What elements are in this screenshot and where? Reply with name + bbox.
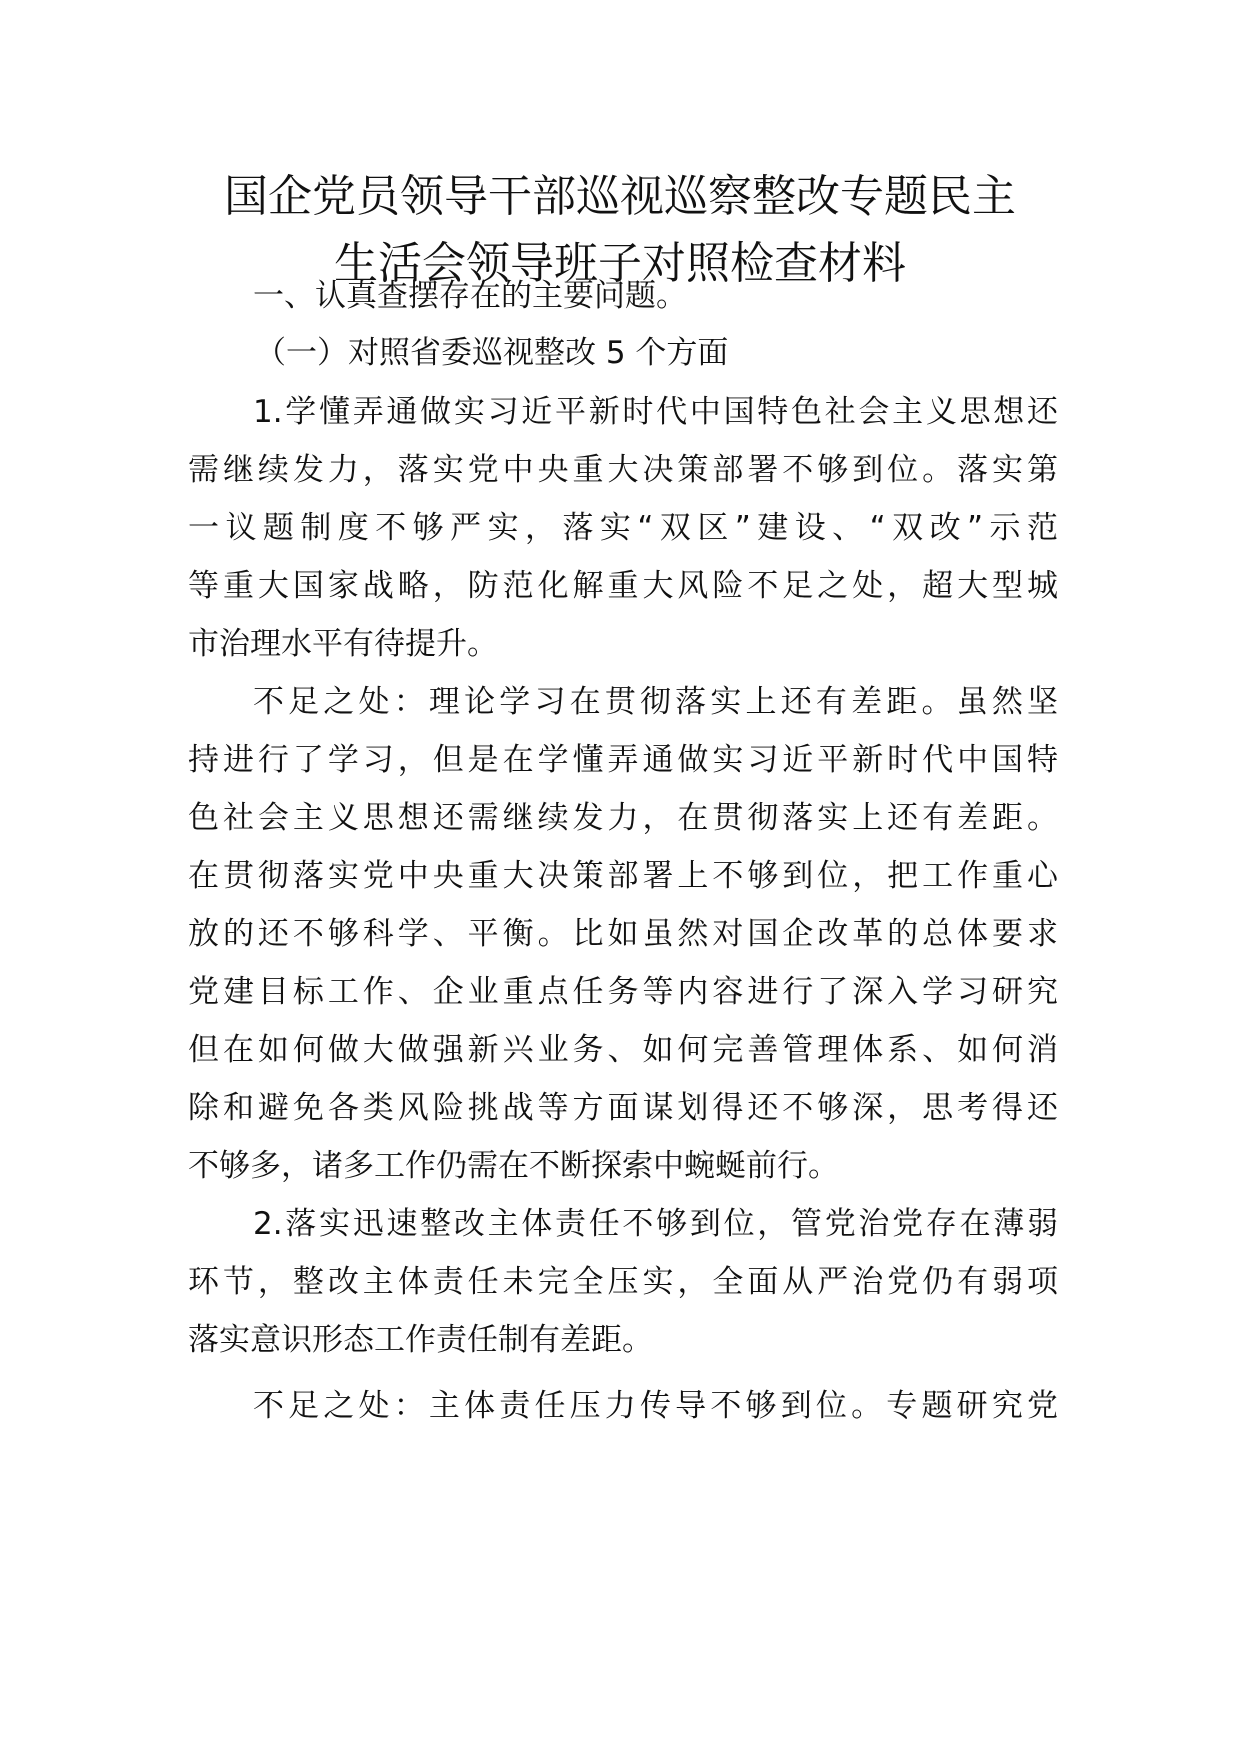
paragraph-2-line-1: 不足之处：理论学习在贯彻落实上还有差距。虽然坚: [253, 684, 1058, 720]
paragraph-2-line-2: 持进行了学习，但是在学懂弄通做实习近平新时代中国特: [188, 742, 1058, 778]
paragraph-2-line-7: 但在如何做大做强新兴业务、如何完善管理体系、如何消: [188, 1032, 1058, 1068]
paragraph-2-line-6: 党建目标工作、企业重点任务等内容进行了深入学习研究: [188, 974, 1058, 1010]
paragraph-1-line-1: 1.学懂弄通做实习近平新时代中国特色社会主义思想还: [253, 394, 1058, 430]
paragraph-4-line-1: 不足之处：主体责任压力传导不够到位。专题研究党: [253, 1388, 1058, 1424]
document-title-line-1: 国企党员领导干部巡视巡察整改专题民主: [224, 171, 1016, 222]
paragraph-2-line-9: 不够多，诸多工作仍需在不断探索中蜿蜒前行。: [188, 1148, 839, 1184]
paragraph-2-line-8: 除和避免各类风险挑战等方面谋划得还不够深，思考得还: [188, 1090, 1058, 1126]
paragraph-2-line-3: 色社会主义思想还需继续发力，在贯彻落实上还有差距。: [188, 800, 1058, 836]
subsection-heading: （一）对照省委巡视整改 5 个方面: [255, 335, 729, 371]
paragraph-1-line-2: 需继续发力，落实党中央重大决策部署不够到位。落实第: [188, 452, 1058, 488]
paragraph-1-line-3: 一议题制度不够严实，落实“双区”建设、“双改”示范: [188, 510, 1058, 546]
paragraph-2-line-5: 放的还不够科学、平衡。比如虽然对国企改革的总体要求: [188, 916, 1058, 952]
paragraph-3-line-2: 环节，整改主体责任未完全压实，全面从严治党仍有弱项: [188, 1264, 1058, 1300]
paragraph-1-line-5: 市治理水平有待提升。: [188, 626, 498, 662]
document-title-line-2: 生活会领导班子对照检查材料: [334, 238, 906, 289]
paragraph-2-line-4: 在贯彻落实党中央重大决策部署上不够到位，把工作重心: [188, 858, 1058, 894]
paragraph-3-line-1: 2.落实迅速整改主体责任不够到位，管党治党存在薄弱: [253, 1206, 1058, 1242]
paragraph-3-line-3: 落实意识形态工作责任制有差距。: [188, 1322, 653, 1358]
section-heading: 一、认真查摆存在的主要问题。: [253, 278, 687, 314]
paragraph-1-line-4: 等重大国家战略，防范化解重大风险不足之处，超大型城: [188, 568, 1058, 604]
